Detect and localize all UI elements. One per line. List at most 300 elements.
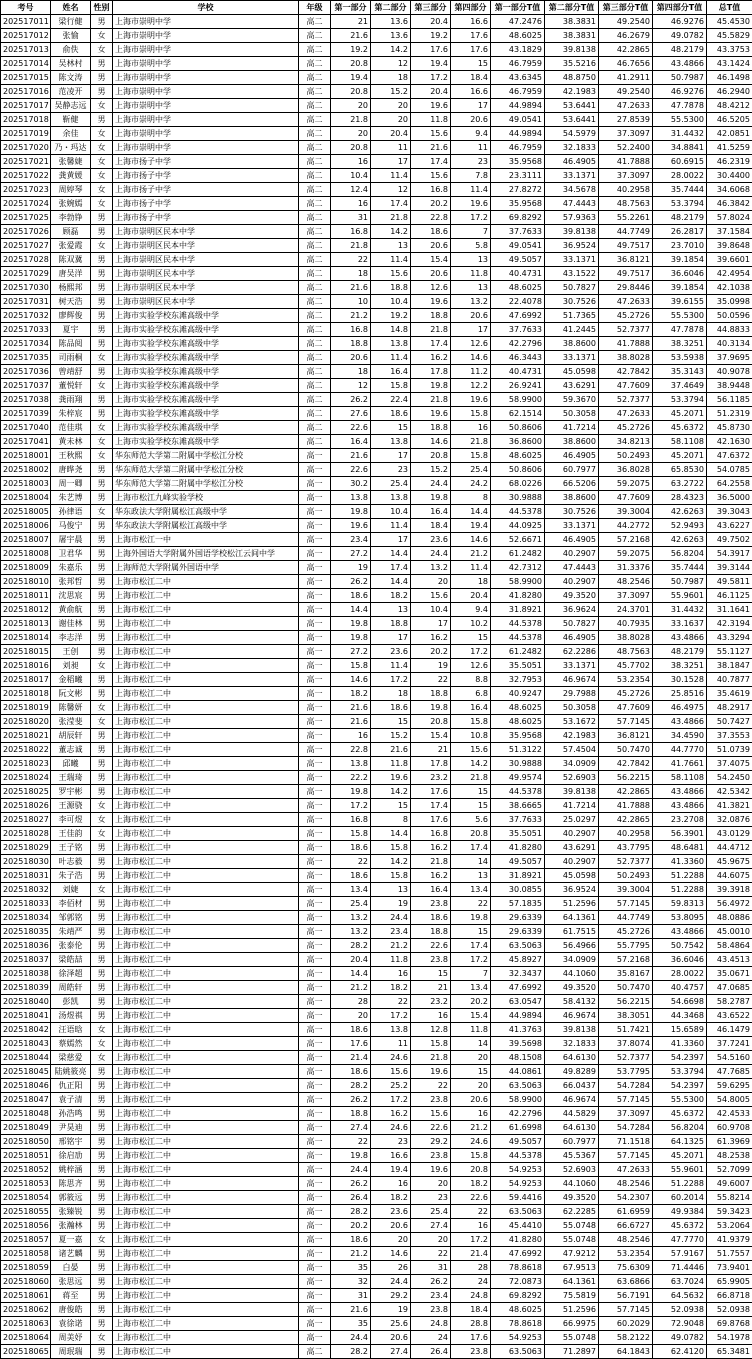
cell-part3: 18.8 [411,309,451,323]
cell-grade: 高一 [299,1261,331,1275]
cell-part1-t: 40.4731 [491,267,545,281]
cell-part2: 20.4 [371,127,411,141]
cell-exam-id: 202518043 [1,1037,51,1051]
cell-school: 上海市扬子中学 [113,197,299,211]
cell-total-t: 41.3821 [707,799,752,813]
cell-grade: 高一 [299,715,331,729]
cell-part4-t: 49.0782 [653,29,707,43]
cell-part1: 21.8 [331,239,371,253]
cell-gender: 男 [91,911,113,925]
cell-part2: 23.6 [371,645,411,659]
cell-part4-t: 23.7010 [653,239,707,253]
cell-part3: 16 [411,1009,451,1023]
cell-gender: 女 [91,1037,113,1051]
cell-part1-t: 44.5378 [491,631,545,645]
cell-exam-id: 202518041 [1,1009,51,1023]
cell-exam-id: 202518044 [1,1051,51,1065]
cell-part2-t: 35.5216 [545,57,599,71]
cell-grade: 高二 [299,309,331,323]
cell-school: 上海市崇明区民本中学 [113,295,299,309]
cell-part4-t: 43.4866 [653,799,707,813]
cell-part1: 21.2 [331,981,371,995]
cell-part1: 22 [331,253,371,267]
cell-part3-t: 53.2354 [599,673,653,687]
cell-name: 刘婕 [51,883,91,897]
table-row [1,1065,752,1079]
cell-gender: 男 [91,645,113,659]
cell-part4-t: 50.7542 [653,939,707,953]
cell-part4: 9.4 [451,127,491,141]
cell-grade: 高一 [299,1289,331,1303]
cell-part2-t: 62.2285 [545,1205,599,1219]
cell-exam-id: 202517017 [1,99,51,113]
cell-part2-t: 58.4132 [545,995,599,1009]
cell-grade: 高二 [299,127,331,141]
cell-name: 郭筱远 [51,1191,91,1205]
cell-total-t: 46.5205 [707,113,752,127]
cell-part2-t: 52.6903 [545,1163,599,1177]
cell-part2: 18.8 [371,281,411,295]
cell-exam-id: 202518034 [1,911,51,925]
cell-name: 范凌开 [51,85,91,99]
table-row [1,253,752,267]
cell-part2-t: 40.2907 [545,575,599,589]
cell-exam-id: 202518063 [1,1317,51,1331]
cell-grade: 高二 [299,435,331,449]
cell-exam-id: 202518006 [1,519,51,533]
cell-part1-t: 47.6992 [491,309,545,323]
cell-grade: 高二 [299,337,331,351]
cell-name: 张爱霞 [51,239,91,253]
cell-part1: 19.8 [331,785,371,799]
cell-part4: 7.8 [451,169,491,183]
cell-grade: 高一 [299,813,331,827]
cell-part1-t: 44.9894 [491,1009,545,1023]
cell-part1: 22.2 [331,771,371,785]
table-row [1,421,752,435]
cell-part2-t: 52.6903 [545,771,599,785]
cell-part1-t: 47.6992 [491,981,545,995]
cell-part3-t: 42.2865 [599,813,653,827]
table-row [1,953,752,967]
cell-part2: 18.2 [371,981,411,995]
table-row [1,1107,752,1121]
cell-part4-t: 48.2179 [653,645,707,659]
cell-name: 朱艺博 [51,491,91,505]
cell-part3-t: 64.1843 [599,1345,653,1359]
cell-part2-t: 53.6441 [545,99,599,113]
cell-exam-id: 202518007 [1,533,51,547]
cell-part1-t: 44.9894 [491,99,545,113]
cell-part3: 17.6 [411,785,451,799]
cell-total-t: 45.8730 [707,421,752,435]
cell-part3-t: 38.3051 [599,1009,653,1023]
cell-part2-t: 39.8138 [545,43,599,57]
cell-name: 蒋至 [51,1289,91,1303]
cell-total-t: 50.7427 [707,715,752,729]
cell-grade: 高一 [299,631,331,645]
cell-grade: 高一 [299,911,331,925]
cell-total-t: 35.0998 [707,295,752,309]
cell-part1-t: 40.4731 [491,365,545,379]
cell-school: 上海市松江二中 [113,617,299,631]
cell-school: 上海市松江二中 [113,883,299,897]
cell-part2: 25.2 [371,1079,411,1093]
cell-grade: 高一 [299,1163,331,1177]
cell-school: 上海市松江二中 [113,659,299,673]
cell-part4-t: 46.9276 [653,85,707,99]
cell-part4-t: 23.2708 [653,813,707,827]
cell-part4: 11.8 [451,267,491,281]
cell-part3-t: 41.7888 [599,799,653,813]
cell-grade: 高二 [299,197,331,211]
cell-part4-t: 52.9493 [653,519,707,533]
cell-school: 上海市松江二中 [113,1289,299,1303]
cell-part1: 18.6 [331,1065,371,1079]
table-row [1,295,752,309]
cell-exam-id: 202518019 [1,701,51,715]
cell-gender: 男 [91,113,113,127]
cell-part2-t: 59.3670 [545,393,599,407]
cell-part3-t: 52.7377 [599,393,653,407]
cell-grade: 高一 [299,673,331,687]
cell-part3-t: 37.8074 [599,1037,653,1051]
cell-part2-t: 51.7365 [545,309,599,323]
cell-total-t: 73.9401 [707,1261,752,1275]
cell-part3: 23.2 [411,995,451,1009]
cell-part3: 24.8 [411,1317,451,1331]
cell-part2: 10.4 [371,295,411,309]
cell-name: 汤煜祺 [51,1009,91,1023]
cell-part2: 14.8 [371,323,411,337]
cell-name: 阮文彬 [51,687,91,701]
cell-part4-t: 60.6915 [653,155,707,169]
cell-part4: 15 [451,57,491,71]
cell-school: 上海市松江二中 [113,701,299,715]
cell-part4-t: 33.1637 [653,617,707,631]
cell-grade: 高一 [299,1275,331,1289]
cell-part3-t: 57.2168 [599,533,653,547]
cell-part4-t: 55.9601 [653,589,707,603]
cell-part1: 21 [331,15,371,29]
cell-part1-t: 48.6025 [491,449,545,463]
cell-gender: 男 [91,547,113,561]
cell-part3: 20.4 [411,15,451,29]
cell-total-t: 42.1038 [707,281,752,295]
cell-school: 上海市松江二中 [113,813,299,827]
cell-total-t: 53.2064 [707,1219,752,1233]
cell-exam-id: 202517034 [1,337,51,351]
cell-part2-t: 39.8138 [545,225,599,239]
cell-part2-t: 41.7214 [545,799,599,813]
cell-part4-t: 28.0022 [653,967,707,981]
cell-name: 邢铭宇 [51,1135,91,1149]
table-row [1,85,752,99]
cell-part4: 13.4 [451,981,491,995]
cell-part3-t: 52.7377 [599,323,653,337]
cell-part4: 19.6 [451,197,491,211]
cell-part4: 22 [451,1205,491,1219]
cell-part2-t: 41.7214 [545,421,599,435]
cell-exam-id: 202518005 [1,505,51,519]
cell-part3-t: 24.3701 [599,603,653,617]
cell-part2-t: 71.2897 [545,1345,599,1359]
cell-part4-t: 53.3794 [653,393,707,407]
cell-part1-t: 58.9900 [491,1093,545,1107]
cell-part1-t: 44.5378 [491,505,545,519]
cell-gender: 男 [91,1261,113,1275]
cell-exam-id: 202518026 [1,799,51,813]
cell-part2: 17 [371,631,411,645]
cell-part3-t: 40.2958 [599,183,653,197]
cell-part3-t: 71.1518 [599,1135,653,1149]
cell-part4: 15 [451,799,491,813]
cell-grade: 高二 [299,421,331,435]
cell-name: 顾磊 [51,225,91,239]
cell-name: 乃・玛达 [51,141,91,155]
cell-part2-t: 53.6441 [545,113,599,127]
cell-part3-t: 57.7145 [599,715,653,729]
cell-total-t: 39.3144 [707,561,752,575]
cell-part1-t: 35.9568 [491,155,545,169]
table-row [1,1163,752,1177]
cell-part2-t: 36.9524 [545,239,599,253]
cell-part4: 11 [451,141,491,155]
table-row [1,43,752,57]
cell-part3: 23.8 [411,1149,451,1163]
cell-grade: 高一 [299,701,331,715]
cell-total-t: 42.1630 [707,435,752,449]
table-row [1,155,752,169]
cell-part2: 27.4 [371,1345,411,1359]
table-row [1,183,752,197]
cell-part1-t: 72.0873 [491,1275,545,1289]
cell-part2-t: 46.4905 [545,155,599,169]
cell-part2-t: 38.8600 [545,491,599,505]
cell-part1-t: 32.7953 [491,673,545,687]
cell-school: 上海市松江二中 [113,1233,299,1247]
cell-part4-t: 45.2071 [653,407,707,421]
cell-part3: 17.6 [411,813,451,827]
cell-grade: 高一 [299,519,331,533]
cell-part3: 11.8 [411,113,451,127]
cell-part3-t: 36.8121 [599,253,653,267]
cell-part1: 21.4 [331,1051,371,1065]
table-row [1,309,752,323]
cell-name: 蔡嫣然 [51,1037,91,1051]
cell-part3-t: 45.2726 [599,687,653,701]
table-row [1,939,752,953]
cell-school: 上海市松江二中 [113,1303,299,1317]
cell-total-t: 36.5000 [707,491,752,505]
cell-part4: 20 [451,1079,491,1093]
cell-gender: 男 [91,533,113,547]
cell-part1-t: 35.9568 [491,729,545,743]
cell-part4-t: 55.5300 [653,309,707,323]
cell-total-t: 58.4864 [707,939,752,953]
cell-part2: 11 [371,141,411,155]
cell-part2-t: 43.6291 [545,379,599,393]
cell-gender: 男 [91,477,113,491]
cell-part1: 20.8 [331,141,371,155]
cell-part4-t: 45.6372 [653,1219,707,1233]
cell-part4: 16 [451,1107,491,1121]
cell-part2: 18.6 [371,701,411,715]
cell-school: 上海市松江二中 [113,1009,299,1023]
cell-school: 上海市松江二中 [113,645,299,659]
cell-part3: 20.6 [411,239,451,253]
table-row [1,617,752,631]
cell-part3: 16.8 [411,827,451,841]
cell-part2: 23 [371,463,411,477]
cell-grade: 高二 [299,267,331,281]
cell-part4: 5.6 [451,813,491,827]
cell-part4: 28 [451,1261,491,1275]
cell-grade: 高一 [299,1051,331,1065]
cell-part4-t: 41.3360 [653,1037,707,1051]
cell-total-t: 51.2319 [707,407,752,421]
cell-exam-id: 202518022 [1,743,51,757]
cell-grade: 高一 [299,1009,331,1023]
cell-part3-t: 37.3097 [599,127,653,141]
cell-total-t: 59.6295 [707,1079,752,1093]
cell-name: 余佳 [51,127,91,141]
table-row [1,491,752,505]
cell-part2: 15 [371,421,411,435]
cell-exam-id: 202517032 [1,309,51,323]
cell-school: 上海市实验学校东滩高级中学 [113,421,299,435]
cell-part2-t: 47.4443 [545,561,599,575]
cell-part2: 21.8 [371,211,411,225]
cell-gender: 男 [91,71,113,85]
cell-name: 谢佳林 [51,617,91,631]
header-school: 学校 [113,1,299,15]
cell-gender: 男 [91,939,113,953]
cell-exam-id: 202518051 [1,1149,51,1163]
cell-name: 张馨婕 [51,155,91,169]
cell-part1-t: 68.0226 [491,477,545,491]
cell-part4: 21.8 [451,435,491,449]
cell-part4-t: 44.7770 [653,743,707,757]
cell-part4: 17.4 [451,841,491,855]
cell-exam-id: 202518017 [1,673,51,687]
cell-part4: 21.2 [451,1121,491,1135]
cell-part3: 19 [411,659,451,673]
cell-part2: 13 [371,883,411,897]
cell-part4: 14.2 [451,757,491,771]
cell-grade: 高一 [299,953,331,967]
cell-grade: 高一 [299,841,331,855]
cell-part1-t: 50.8606 [491,421,545,435]
cell-exam-id: 202518039 [1,981,51,995]
cell-gender: 男 [91,309,113,323]
header-total-t: 总T值 [707,1,752,15]
cell-part4-t: 47.7878 [653,323,707,337]
cell-part4-t: 64.5632 [653,1289,707,1303]
cell-school: 上海市松江二中 [113,1275,299,1289]
cell-part4: 8 [451,491,491,505]
cell-part2-t: 57.4504 [545,743,599,757]
cell-school: 华东师范大学第二附属中学松江分校 [113,463,299,477]
cell-part1: 12.4 [331,183,371,197]
cell-name: 李佰材 [51,897,91,911]
cell-school: 上海市扬子中学 [113,183,299,197]
cell-part2: 17.4 [371,561,411,575]
cell-part1-t: 42.2796 [491,337,545,351]
cell-name: 周美妤 [51,1331,91,1345]
cell-part3: 17.2 [411,71,451,85]
cell-part2-t: 34.0909 [545,757,599,771]
cell-name: 马俊宁 [51,519,91,533]
cell-name: 张邦哲 [51,575,91,589]
cell-exam-id: 202518009 [1,561,51,575]
cell-part1: 13.4 [331,883,371,897]
cell-part4-t: 36.6046 [653,953,707,967]
cell-part3-t: 27.8539 [599,113,653,127]
cell-part3-t: 39.3004 [599,505,653,519]
cell-exam-id: 202518042 [1,1023,51,1037]
cell-part2: 12 [371,57,411,71]
cell-exam-id: 202517022 [1,169,51,183]
cell-part2: 13.8 [371,435,411,449]
cell-part4: 6.8 [451,687,491,701]
cell-part2-t: 53.1672 [545,715,599,729]
cell-part3-t: 66.6727 [599,1219,653,1233]
cell-part4-t: 49.0782 [653,1331,707,1345]
cell-part1-t: 48.6025 [491,715,545,729]
cell-total-t: 44.8833 [707,323,752,337]
cell-part4: 15 [451,631,491,645]
cell-gender: 女 [91,127,113,141]
cell-school: 上海市松江二中 [113,827,299,841]
cell-part3-t: 55.2261 [599,211,653,225]
table-row [1,1149,752,1163]
cell-exam-id: 202518046 [1,1079,51,1093]
cell-part2: 23.6 [371,1205,411,1219]
cell-exam-id: 202518021 [1,729,51,743]
cell-part4: 8.8 [451,673,491,687]
cell-part3-t: 42.7842 [599,757,653,771]
cell-part1: 19.8 [331,617,371,631]
header-part2-t: 第二部分T值 [545,1,599,15]
cell-part2: 14.2 [371,785,411,799]
cell-school: 上海市崇明中学 [113,113,299,127]
cell-part1: 18.6 [331,1233,371,1247]
table-row [1,1317,752,1331]
cell-exam-id: 202517037 [1,379,51,393]
cell-part1-t: 59.4416 [491,1191,545,1205]
cell-gender: 女 [91,1023,113,1037]
cell-name: 尹昊迪 [51,1121,91,1135]
cell-part1-t: 54.9253 [491,1331,545,1345]
cell-part4-t: 52.0938 [653,1303,707,1317]
cell-total-t: 46.1498 [707,71,752,85]
cell-part3: 14.6 [411,435,451,449]
cell-part2: 13.8 [371,1023,411,1037]
cell-part4: 16.4 [451,701,491,715]
cell-gender: 女 [91,29,113,43]
cell-part1: 18 [331,365,371,379]
table-row [1,869,752,883]
cell-name: 树天浩 [51,295,91,309]
cell-gender: 男 [91,687,113,701]
cell-part1: 26.2 [331,575,371,589]
cell-gender: 女 [91,449,113,463]
cell-part1: 15.8 [331,827,371,841]
cell-part1: 10.4 [331,169,371,183]
cell-part1-t: 35.9568 [491,197,545,211]
cell-part3: 15.6 [411,169,451,183]
